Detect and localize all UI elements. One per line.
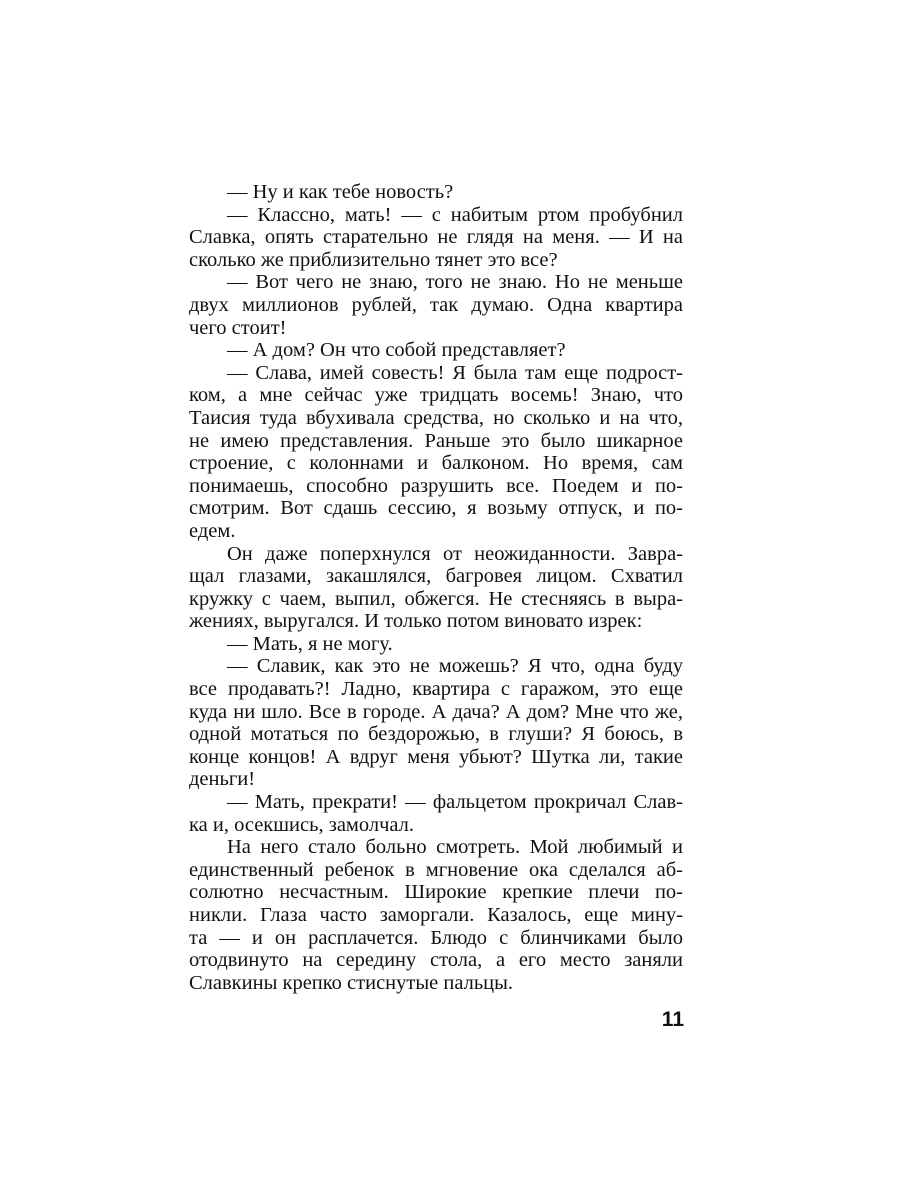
text-line: двух миллионов рублей, так думаю. Одна квартира [189, 293, 683, 316]
text-line: — Мать, прекрати! — фальцетом прокричал Слав- [227, 791, 683, 814]
text-line: единственный ребенок в мгновение ока сделался аб- [189, 858, 683, 881]
text-line: едем. [189, 519, 236, 542]
text-line: та — и он расплачется. Блюдо с блинчиками было [189, 926, 683, 949]
text-line: Он даже поперхнулся от неожиданности. Завра- [227, 542, 683, 565]
text-line: щал глазами, закашлялся, багровея лицом. Схватил [189, 565, 683, 588]
body-text [189, 181, 683, 994]
text-line: — А дом? Он что собой представляет? [227, 339, 566, 362]
text-line: все продавать?! Ладно, квартира с гаражом, это еще [189, 678, 683, 701]
text-line: — Классно, мать! — с набитым ртом пробубнил [227, 203, 683, 226]
text-line: ка и, осекшись, замолчал. [189, 813, 415, 836]
text-line: — Слава, имей совесть! Я была там еще подрост- [227, 361, 683, 384]
text-line: — Ну и как тебе новость? [227, 181, 454, 203]
text-line: жениях, выругался. И только потом виновато изрек: [189, 610, 643, 633]
text-line: строение, с колоннами и балконом. Но время, сам [189, 452, 683, 475]
text-line: сколько же приблизительно тянет это все? [189, 248, 558, 271]
text-line: не имею представления. Раньше это было шикарное [189, 429, 683, 452]
text-line: куда ни шло. Все в городе. А дача? А дом? Мне что же, [189, 700, 683, 723]
text-line: Славкины крепко стиснутые пальцы. [189, 971, 514, 994]
text-line: деньги! [189, 768, 256, 791]
text-line: — Вот чего не знаю, того не знаю. Но не меньше [227, 271, 683, 294]
text-line: солютно несчастным. Широкие крепкие плечи по- [189, 881, 683, 904]
text-line: никли. Глаза часто заморгали. Казалось, еще мину- [189, 904, 683, 926]
text-line: отодвинуто на середину стола, а его место заняли [189, 949, 683, 972]
text-line: ком, а мне сейчас уже тридцать восемь! Знаю, что [189, 384, 683, 407]
text-line: конце концов! А вдруг меня убьют? Шутка ли, такие [189, 745, 683, 768]
text-line: смотрим. Вот сдашь сессию, я возьму отпуск, и по- [189, 497, 683, 520]
text-line: чего стоит! [189, 316, 287, 339]
text-line: Таисия туда вбухивала средства, но сколько и на что, [189, 406, 683, 429]
text-line: понимаешь, способно разрушить все. Поедем и по- [189, 474, 683, 497]
text-line: Славка, опять старательно не глядя на меня. — И на [189, 226, 683, 249]
text-line: На него стало больно смотреть. Мой любимый и [227, 836, 683, 859]
text-line: одной мотаться по бездорожью, в глуши? Я боюсь, в [189, 723, 683, 746]
page-number: 11 [661, 1008, 684, 1031]
text-line: — Мать, я не могу. [227, 632, 393, 655]
text-line: — Славик, как это не можешь? Я что, одна буду [227, 655, 683, 678]
text-line: кружку с чаем, выпил, обжегся. Не стесняясь в выра- [189, 587, 683, 610]
